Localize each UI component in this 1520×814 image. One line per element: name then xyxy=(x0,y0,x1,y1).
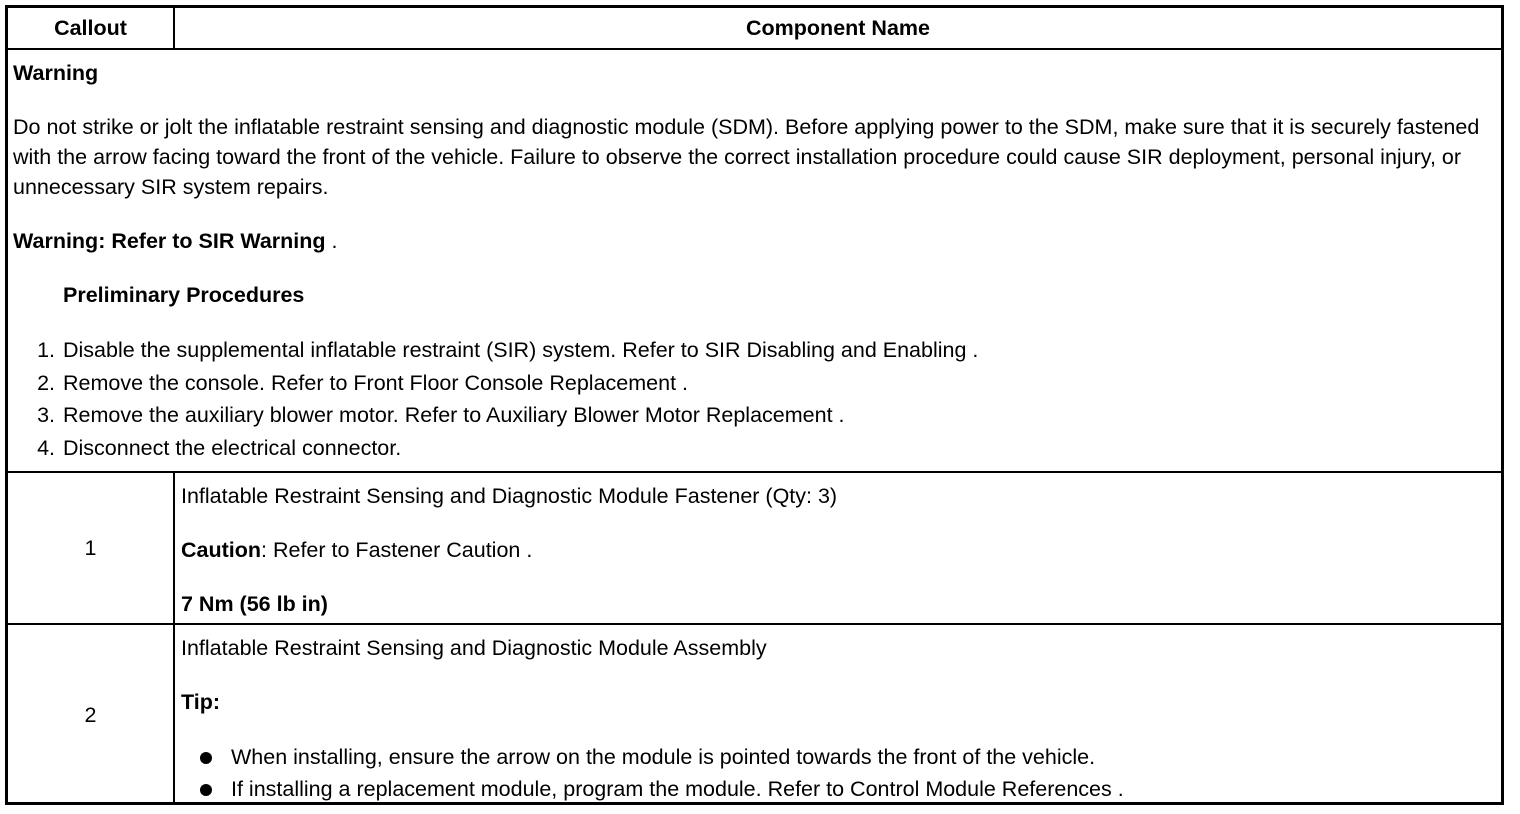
list-item xyxy=(231,741,1495,773)
component-name-column-header: Component Name xyxy=(174,8,1501,49)
intro-cell xyxy=(8,49,1501,472)
warning-reference-suffix: . xyxy=(325,229,338,253)
caution-text[interactable]: : Refer to Fastener Caution . xyxy=(261,538,533,562)
table-row xyxy=(8,472,1501,624)
table-header-row xyxy=(8,8,1501,49)
tip-label: Tip: xyxy=(181,690,221,714)
component-name: Inflatable Restraint Sensing and Diagnostic Module Fastener (Qty: 3) xyxy=(181,484,838,508)
caution-label: Caution xyxy=(181,538,262,562)
step-text: Disable the supplemental inflatable restraint (SIR) system. Refer to SIR Disabling and Enabling . xyxy=(63,338,979,362)
step-text: Disconnect the electrical connector. xyxy=(63,435,402,460)
component-name: Inflatable Restraint Sensing and Diagnostic Module Assembly xyxy=(181,636,767,660)
caution-line xyxy=(181,535,1495,565)
preliminary-steps-list xyxy=(13,334,1496,464)
warning-reference xyxy=(13,226,1496,256)
bullet-icon xyxy=(200,784,212,796)
warning-text: Do not strike or jolt the inflatable restraint sensing and diagnostic module (SDM). Before applying power to the SDM, make sure that it is securely fastened with the arrow facing toward the front of the vehicle. Failure to observe the correct installation procedure could cause SIR deployment, personal injury, or unnecessary SIR system repairs. xyxy=(13,115,1480,199)
intro-row xyxy=(8,49,1501,472)
warning-title: Warning xyxy=(13,61,99,85)
callout-number: 1 xyxy=(8,472,174,624)
list-item xyxy=(37,432,1496,465)
step-text: Remove the auxiliary blower motor. Refer to Auxiliary Blower Motor Replacement . xyxy=(63,403,845,427)
step-text: Remove the console. Refer to Front Floor Console Replacement . xyxy=(63,370,688,395)
tips-list xyxy=(181,741,1495,805)
list-item xyxy=(37,367,1496,400)
component-table-frame xyxy=(5,5,1504,805)
bullet-icon xyxy=(200,752,212,764)
callout-number: 2 xyxy=(8,624,174,805)
tip-text: If installing a replacement module, program the module. Refer to Control Module References . xyxy=(231,777,1124,801)
component-cell xyxy=(174,472,1501,624)
step-number: 2. xyxy=(37,370,55,395)
tip-text: When installing, ensure the arrow on the module is pointed towards the front of the vehicle. xyxy=(231,745,1096,769)
callout-column-header: Callout xyxy=(8,8,174,49)
step-number: 1. xyxy=(37,338,55,362)
list-item xyxy=(37,399,1496,432)
table-row xyxy=(8,624,1501,805)
component-table xyxy=(8,8,1501,805)
torque-spec: 7 Nm (56 lb in) xyxy=(181,592,328,616)
list-item xyxy=(37,334,1496,367)
preliminary-procedures-title: Preliminary Procedures xyxy=(63,283,305,307)
step-number: 4. xyxy=(37,435,55,460)
component-cell xyxy=(174,624,1501,805)
warning-reference-link[interactable]: Warning: Refer to SIR Warning xyxy=(13,229,326,253)
step-number: 3. xyxy=(37,403,55,427)
list-item xyxy=(231,773,1495,805)
